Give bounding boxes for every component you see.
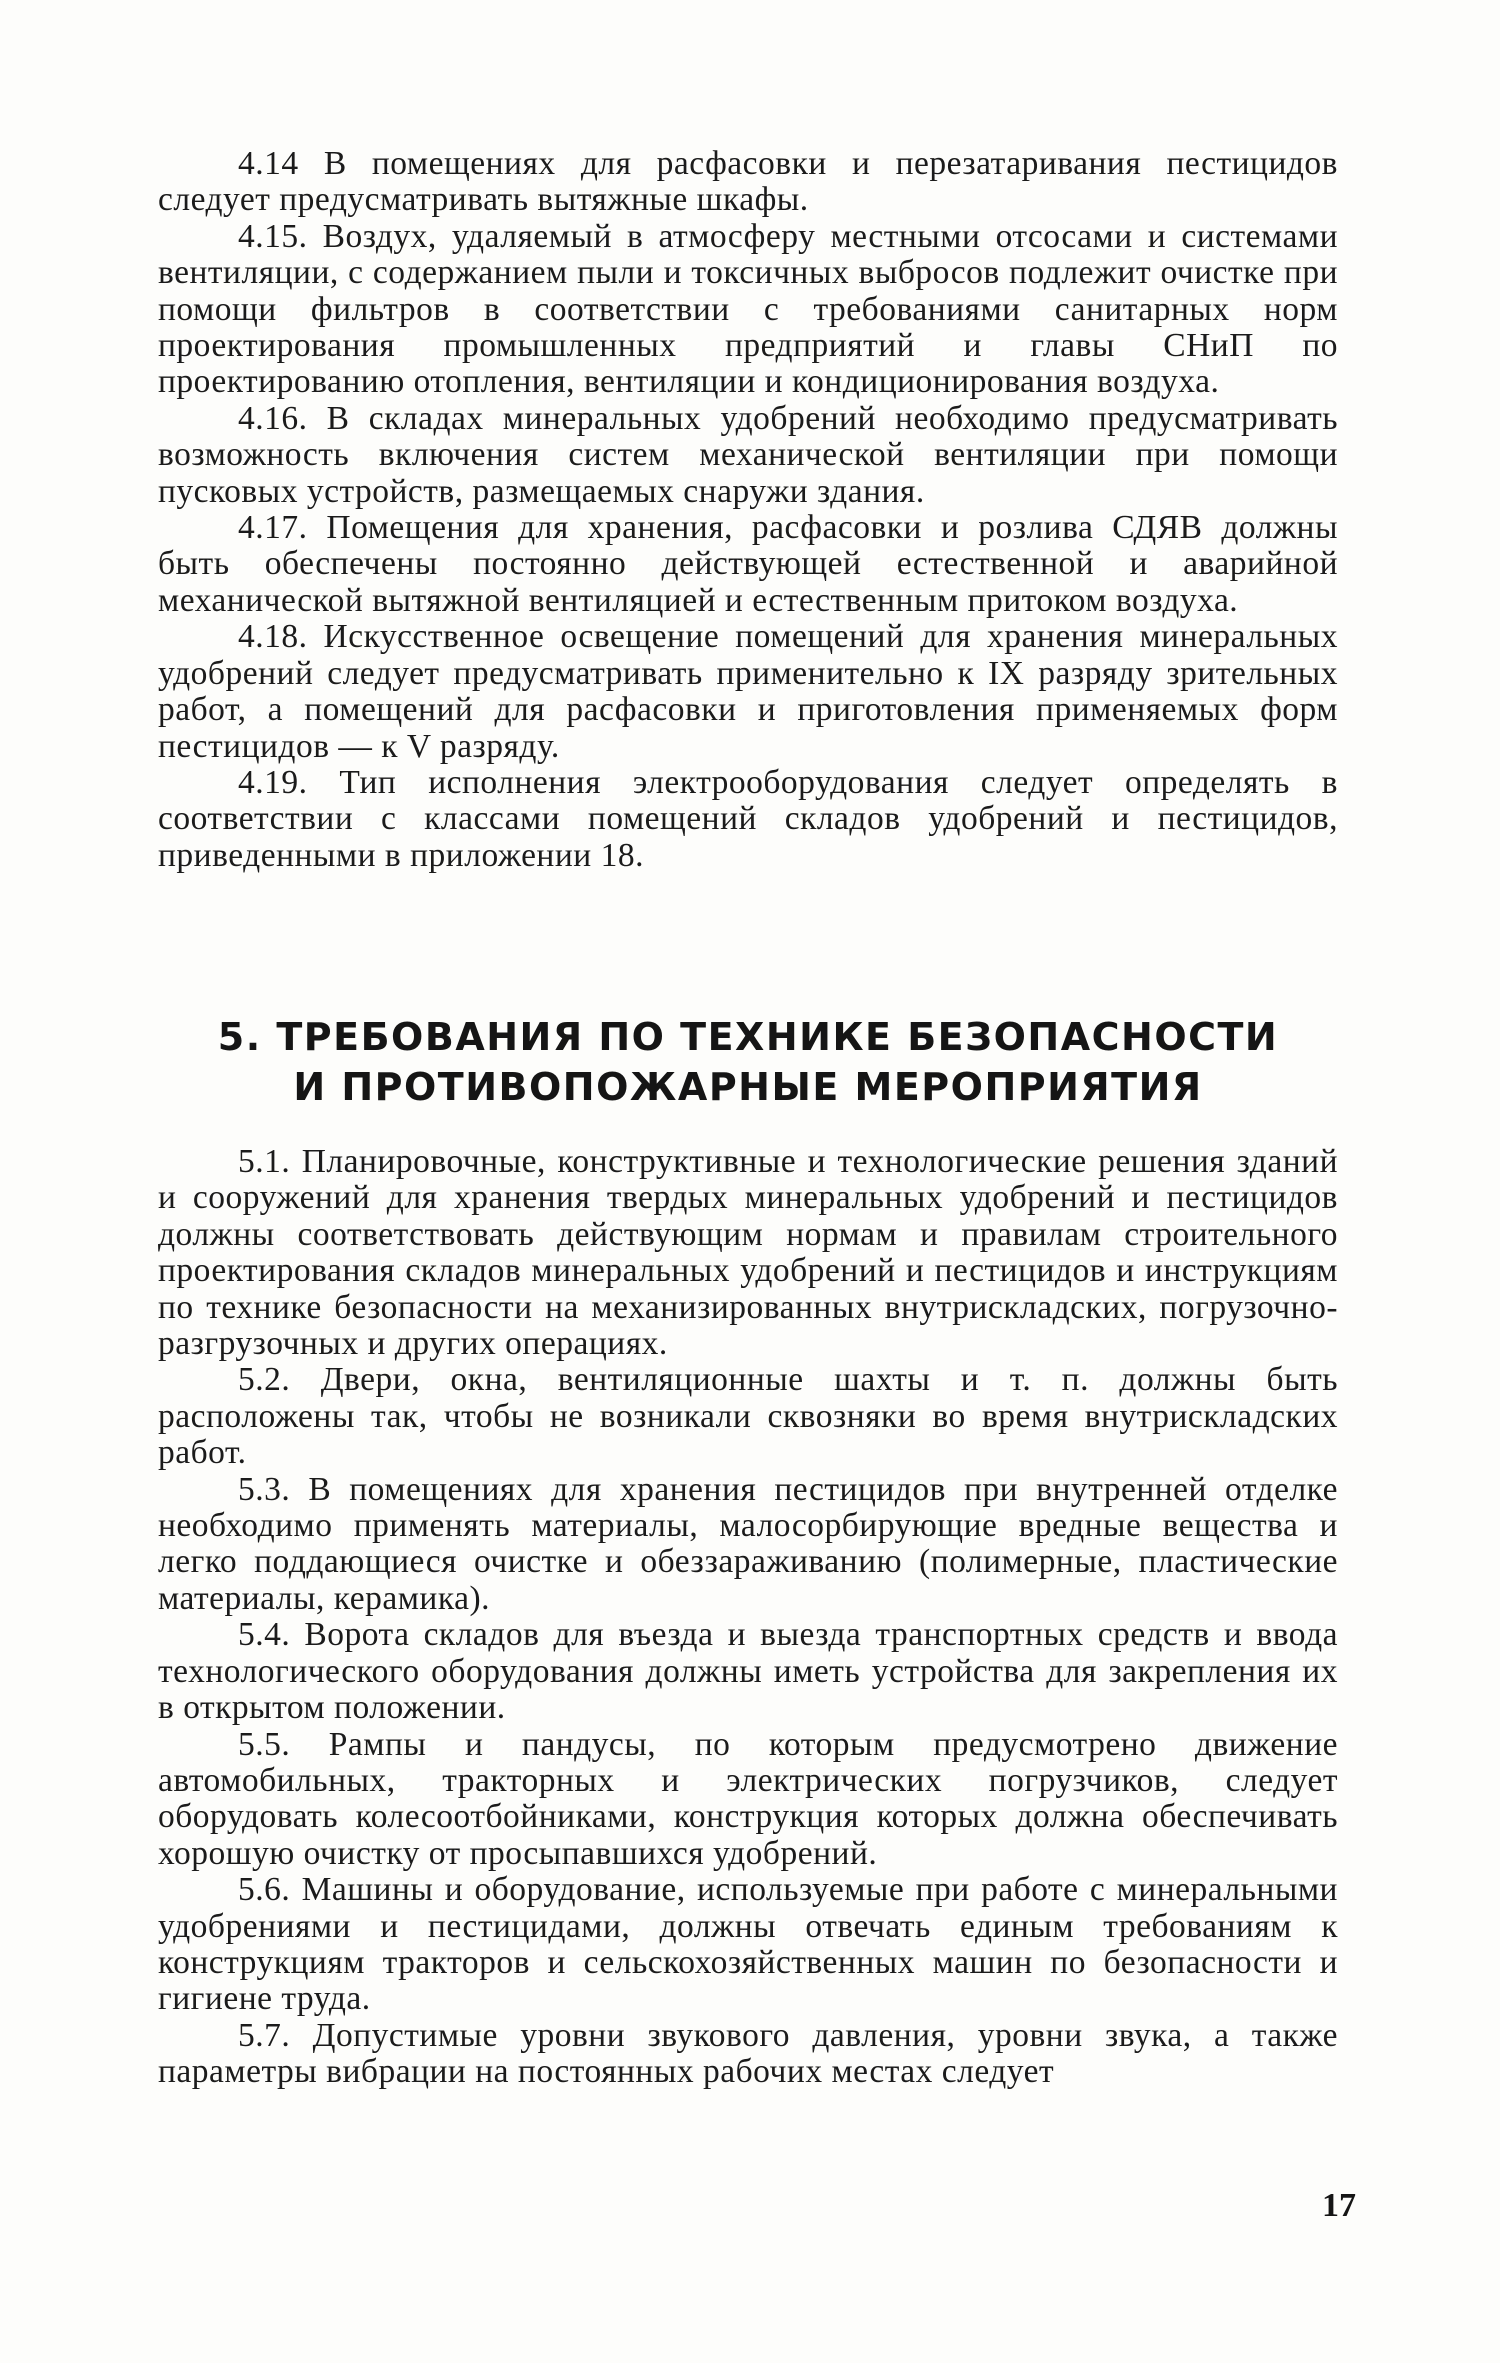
paragraph-5-1: 5.1. Планировочные, конструктивные и технологические решения зданий и сооружений для хранения твердых минеральных удобрений и пестицидов должны соответствовать действующим нормам и правилам строительного проектирования складов минеральных удобрений и пестицидов и инструкциям по технике безопасности на механизированных внутрискладских, погрузочно-разгрузочных и других операциях.	[158, 1143, 1338, 1363]
paragraph-4-17: 4.17. Помещения для хранения, расфасовки и розлива СДЯВ должны быть обеспечены постоянно действующей естественной и аварийной механической вытяжной вентиляцией и естественным притоком воздуха.	[158, 509, 1338, 619]
paragraph-4-15: 4.15. Воздух, удаляемый в атмосферу местными отсосами и системами вентиляции, с содержанием пыли и токсичных выбросов подлежит очистке при помощи фильтров в соответствии с требованиями санитарных норм проектирования промышленных предприятий и главы СНиП по проектированию отопления, вентиляции и кондиционирования воздуха.	[158, 217, 1338, 401]
paragraph-5-7: 5.7. Допустимые уровни звукового давления, уровни звука, а также параметры вибрации на постоянных рабочих местах следует	[158, 2016, 1338, 2091]
section-5-heading	[158, 1012, 1338, 1112]
paragraph-5-6: 5.6. Машины и оборудование, используемые при работе с минеральными удобрениями и пестицидами, должны отвечать единым требованиям к конструкциям тракторов и сельскохозяйственных машин по безопасности и гигиене труда.	[158, 1871, 1338, 2018]
section-5-heading-line-1: 5. ТРЕБОВАНИЯ ПО ТЕХНИКЕ БЕЗОПАСНОСТИ	[217, 1015, 1279, 1059]
section-5-heading-line-2: И ПРОТИВОПОЖАРНЫЕ МЕРОПРИЯТИЯ	[293, 1065, 1203, 1109]
page-number: 17	[1322, 2187, 1356, 2224]
section-5-text	[158, 1144, 1338, 2091]
paragraph-4-19: 4.19. Тип исполнения электрооборудования следует определять в соответствии с классами помещений складов удобрений и пестицидов, приведенными в приложении 18.	[158, 763, 1338, 874]
paragraph-4-18: 4.18. Искусственное освещение помещений для хранения минеральных удобрений следует предусматривать применительно к IX разряду зрительных работ, а помещений для расфасовки и приготовления применяемых форм пестицидов — к V разряду.	[158, 618, 1338, 765]
paragraph-5-2: 5.2. Двери, окна, вентиляционные шахты и т. п. должны быть расположены так, чтобы не возникали сквозняки во время внутрискладских работ.	[158, 1361, 1338, 1472]
paragraph-5-4: 5.4. Ворота складов для въезда и выезда транспортных средств и ввода технологического оборудования должны иметь устройства для закрепления их в открытом положении.	[158, 1616, 1338, 1727]
paragraph-5-5: 5.5. Рампы и пандусы, по которым предусмотрено движение автомобильных, тракторных и электрических погрузчиков, следует оборудовать колесоотбойниками, конструкция которых должна обеспечивать хорошую очистку от просыпавшихся удобрений.	[158, 1725, 1338, 1872]
paragraph-5-3: 5.3. В помещениях для хранения пестицидов при внутренней отделке необходимо применять материалы, малосорбирующие вредные вещества и легко поддающиеся очистке и обеззараживанию (полимерные, пластические материалы, керамика).	[158, 1470, 1338, 1617]
paragraph-4-16: 4.16. В складах минеральных удобрений необходимо предусматривать возможность включения систем механической вентиляции при помощи пусковых устройств, размещаемых снаружи здания.	[158, 399, 1338, 510]
paragraph-4-14: 4.14 В помещениях для расфасовки и перезатаривания пестицидов следует предусматривать вытяжные шкафы.	[158, 145, 1338, 219]
section-4-text	[158, 146, 1338, 874]
